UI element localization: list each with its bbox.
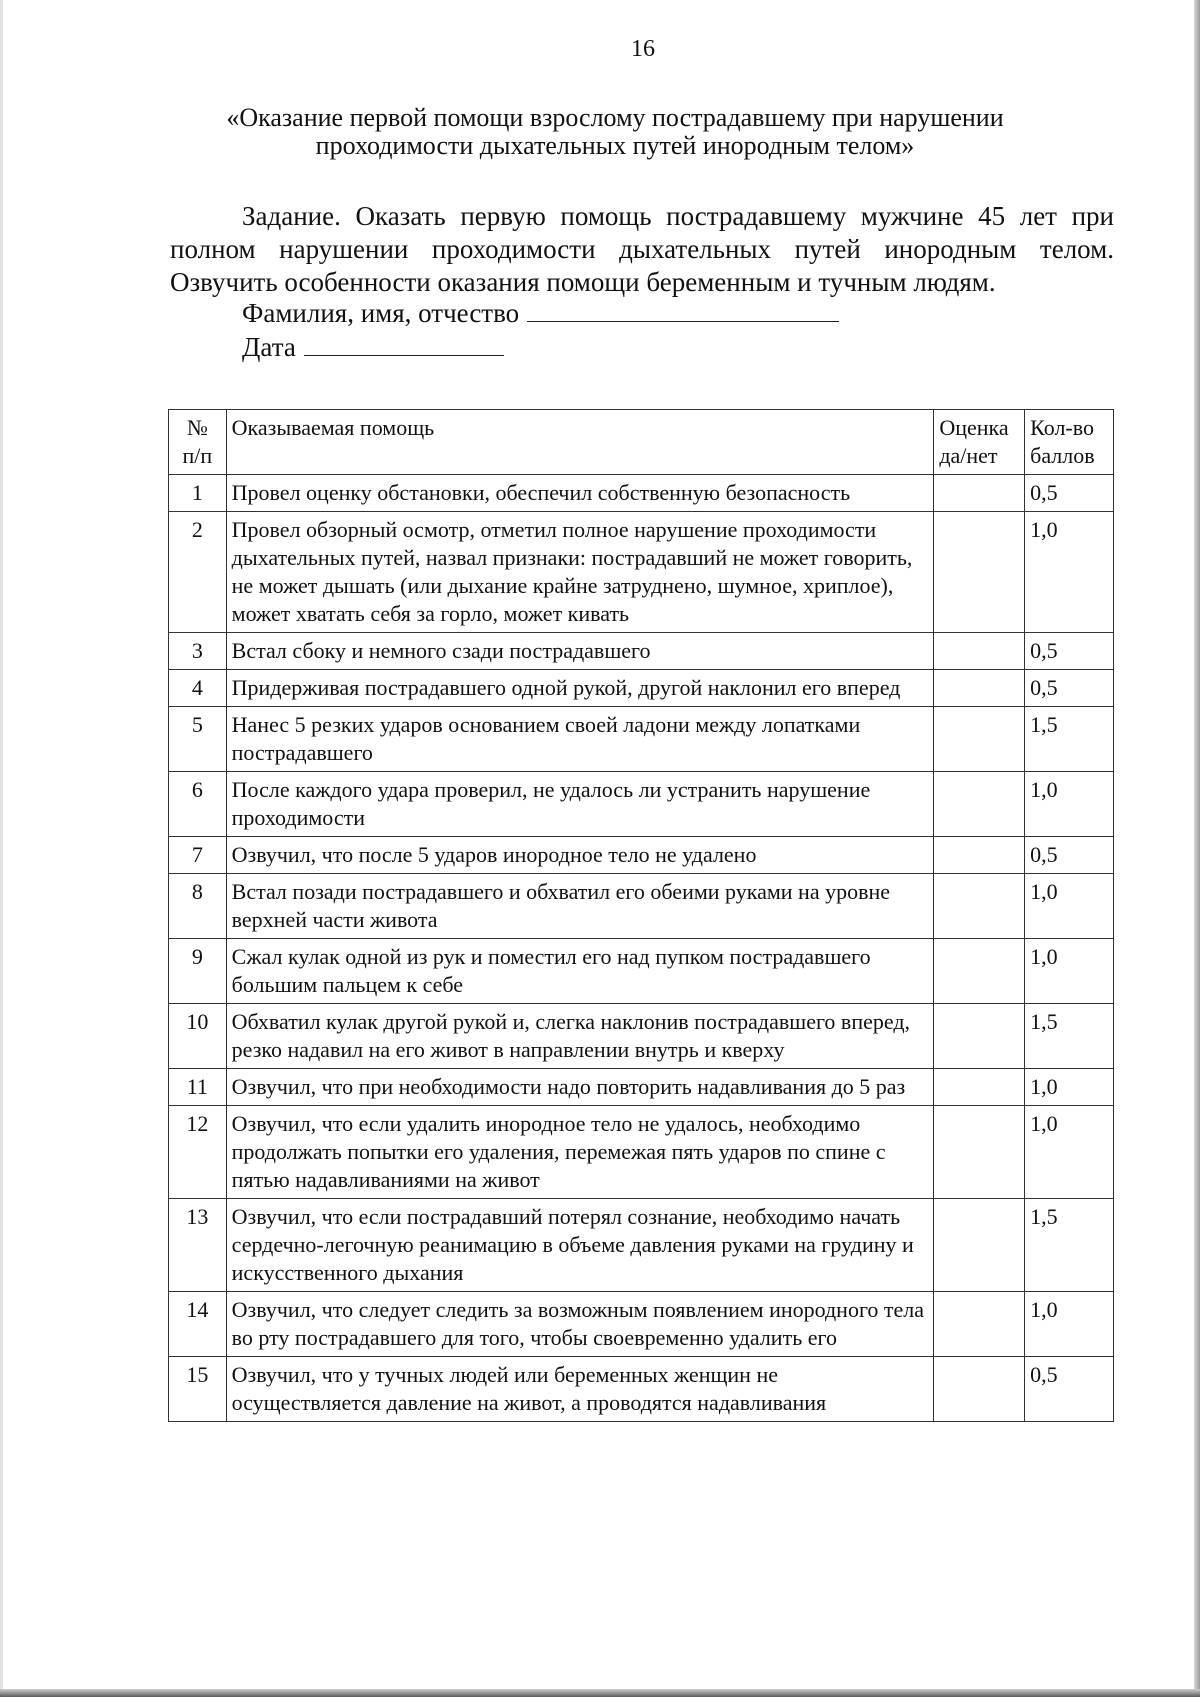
row-num: 12 [169, 1106, 227, 1199]
row-grade-cell[interactable] [934, 1357, 1025, 1422]
header-num-line-2: п/п [182, 443, 213, 468]
row-action: Озвучил, что при необходимости надо повторить надавливания до 5 раз [226, 1069, 934, 1106]
header-grade-line-2: да/нет [939, 443, 998, 468]
row-grade-cell[interactable] [934, 707, 1025, 772]
header-grade-line-1: Оценка [939, 415, 1009, 440]
table-header-row [169, 410, 1114, 475]
table-row [169, 1292, 1114, 1357]
fio-field [242, 297, 839, 330]
row-action: Озвучил, что после 5 ударов инородное тело не удалено [226, 837, 934, 874]
table-row [169, 1357, 1114, 1422]
table-row [169, 670, 1114, 707]
task-text: Задание. Оказать первую помощь пострадавшему мужчине 45 лет при полном нарушении проходимости дыхательных путей инородным телом. Озвучить особенности оказания помощи беременным и тучным людям. [170, 201, 1114, 297]
row-points: 1,0 [1025, 1292, 1114, 1357]
row-points: 0,5 [1025, 633, 1114, 670]
row-action: Сжал кулак одной из рук и поместил его над пупком пострадавшего большим пальцем к себе [226, 939, 934, 1004]
table-row [169, 1004, 1114, 1069]
row-points: 0,5 [1025, 1357, 1114, 1422]
row-grade-cell[interactable] [934, 772, 1025, 837]
table-row [169, 1069, 1114, 1106]
table-row [169, 939, 1114, 1004]
row-num: 5 [169, 707, 227, 772]
row-action: Нанес 5 резких ударов основанием своей ладони между лопатками пострадавшего [226, 707, 934, 772]
row-action: Встал сбоку и немного сзади пострадавшего [226, 633, 934, 670]
row-action: Обхватил кулак другой рукой и, слегка наклонив пострадавшего вперед, резко надавил на его живот в направлении внутрь и кверху [226, 1004, 934, 1069]
row-action: После каждого удара проверил, не удалось ли устранить нарушение проходимости [226, 772, 934, 837]
scan-edge-bottom [0, 1689, 1200, 1697]
row-grade-cell[interactable] [934, 633, 1025, 670]
row-points: 1,0 [1025, 1106, 1114, 1199]
row-grade-cell[interactable] [934, 512, 1025, 633]
page-number: 16 [631, 36, 655, 62]
row-points: 0,5 [1025, 475, 1114, 512]
header-num-line-1: № [186, 415, 208, 440]
document-title [150, 104, 1080, 160]
row-grade-cell[interactable] [934, 1106, 1025, 1199]
title-line-1: «Оказание первой помощи взрослому пострадавшему при нарушении [226, 103, 1004, 132]
table-row [169, 874, 1114, 939]
header-grade [934, 410, 1025, 475]
row-points: 1,0 [1025, 512, 1114, 633]
row-grade-cell[interactable] [934, 939, 1025, 1004]
row-grade-cell[interactable] [934, 874, 1025, 939]
header-points [1025, 410, 1114, 475]
row-points: 1,5 [1025, 1199, 1114, 1292]
row-action: Провел оценку обстановки, обеспечил собственную безопасность [226, 475, 934, 512]
row-num: 4 [169, 670, 227, 707]
checklist-table [168, 409, 1114, 1422]
row-points: 0,5 [1025, 837, 1114, 874]
table-row [169, 1106, 1114, 1199]
row-num: 11 [169, 1069, 227, 1106]
row-grade-cell[interactable] [934, 1199, 1025, 1292]
row-grade-cell[interactable] [934, 837, 1025, 874]
date-field [242, 331, 504, 364]
row-action: Озвучил, что у тучных людей или беременных женщин не осуществляется давление на живот, а проводятся надавливания [226, 1357, 934, 1422]
table-row [169, 837, 1114, 874]
row-points: 1,5 [1025, 1004, 1114, 1069]
row-num: 7 [169, 837, 227, 874]
row-num: 6 [169, 772, 227, 837]
row-num: 8 [169, 874, 227, 939]
table-row [169, 707, 1114, 772]
row-action: Встал позади пострадавшего и обхватил его обеими руками на уровне верхней части живота [226, 874, 934, 939]
table-row [169, 772, 1114, 837]
row-grade-cell[interactable] [934, 670, 1025, 707]
row-num: 3 [169, 633, 227, 670]
row-points: 1,0 [1025, 1069, 1114, 1106]
row-num: 1 [169, 475, 227, 512]
row-action: Озвучил, что следует следить за возможным появлением инородного тела во рту пострадавшего для того, чтобы своевременно удалить его [226, 1292, 934, 1357]
header-num [169, 410, 227, 475]
row-points: 1,0 [1025, 874, 1114, 939]
header-points-line-2: баллов [1030, 443, 1095, 468]
row-grade-cell[interactable] [934, 1004, 1025, 1069]
table-row [169, 633, 1114, 670]
row-num: 10 [169, 1004, 227, 1069]
row-grade-cell[interactable] [934, 1069, 1025, 1106]
row-points: 1,0 [1025, 939, 1114, 1004]
table-row [169, 512, 1114, 633]
row-num: 14 [169, 1292, 227, 1357]
scan-edge-right [1194, 0, 1200, 1697]
date-blank-line [304, 331, 504, 356]
header-action: Оказываемая помощь [226, 410, 934, 475]
table-row [169, 475, 1114, 512]
scan-edge-left [0, 0, 3, 1697]
row-grade-cell[interactable] [934, 475, 1025, 512]
row-grade-cell[interactable] [934, 1292, 1025, 1357]
row-action: Придерживая пострадавшего одной рукой, другой наклонил его вперед [226, 670, 934, 707]
fio-label: Фамилия, имя, отчество [242, 298, 520, 328]
row-num: 9 [169, 939, 227, 1004]
header-points-line-1: Кол-во [1030, 415, 1094, 440]
title-line-2: проходимости дыхательных путей инородным телом» [315, 131, 915, 160]
row-num: 15 [169, 1357, 227, 1422]
row-points: 1,0 [1025, 772, 1114, 837]
row-num: 2 [169, 512, 227, 633]
row-action: Озвучил, что если удалить инородное тело не удалось, необходимо продолжать попытки его удаления, перемежая пять ударов по спине с пятью надавливаниями на живот [226, 1106, 934, 1199]
table-row [169, 1199, 1114, 1292]
row-points: 0,5 [1025, 670, 1114, 707]
date-label: Дата [242, 332, 296, 362]
row-action: Провел обзорный осмотр, отметил полное нарушение проходимости дыхательных путей, назвал признаки: пострадавший не может говорить, не может дышать (или дыхание крайне затруднено, шумное, хриплое), может хватать себя за горло, может кивать [226, 512, 934, 633]
fio-blank-line [527, 297, 839, 322]
row-num: 13 [169, 1199, 227, 1292]
row-points: 1,5 [1025, 707, 1114, 772]
row-action: Озвучил, что если пострадавший потерял сознание, необходимо начать сердечно-легочную реанимацию в объеме давления руками на грудину и искусственного дыхания [226, 1199, 934, 1292]
